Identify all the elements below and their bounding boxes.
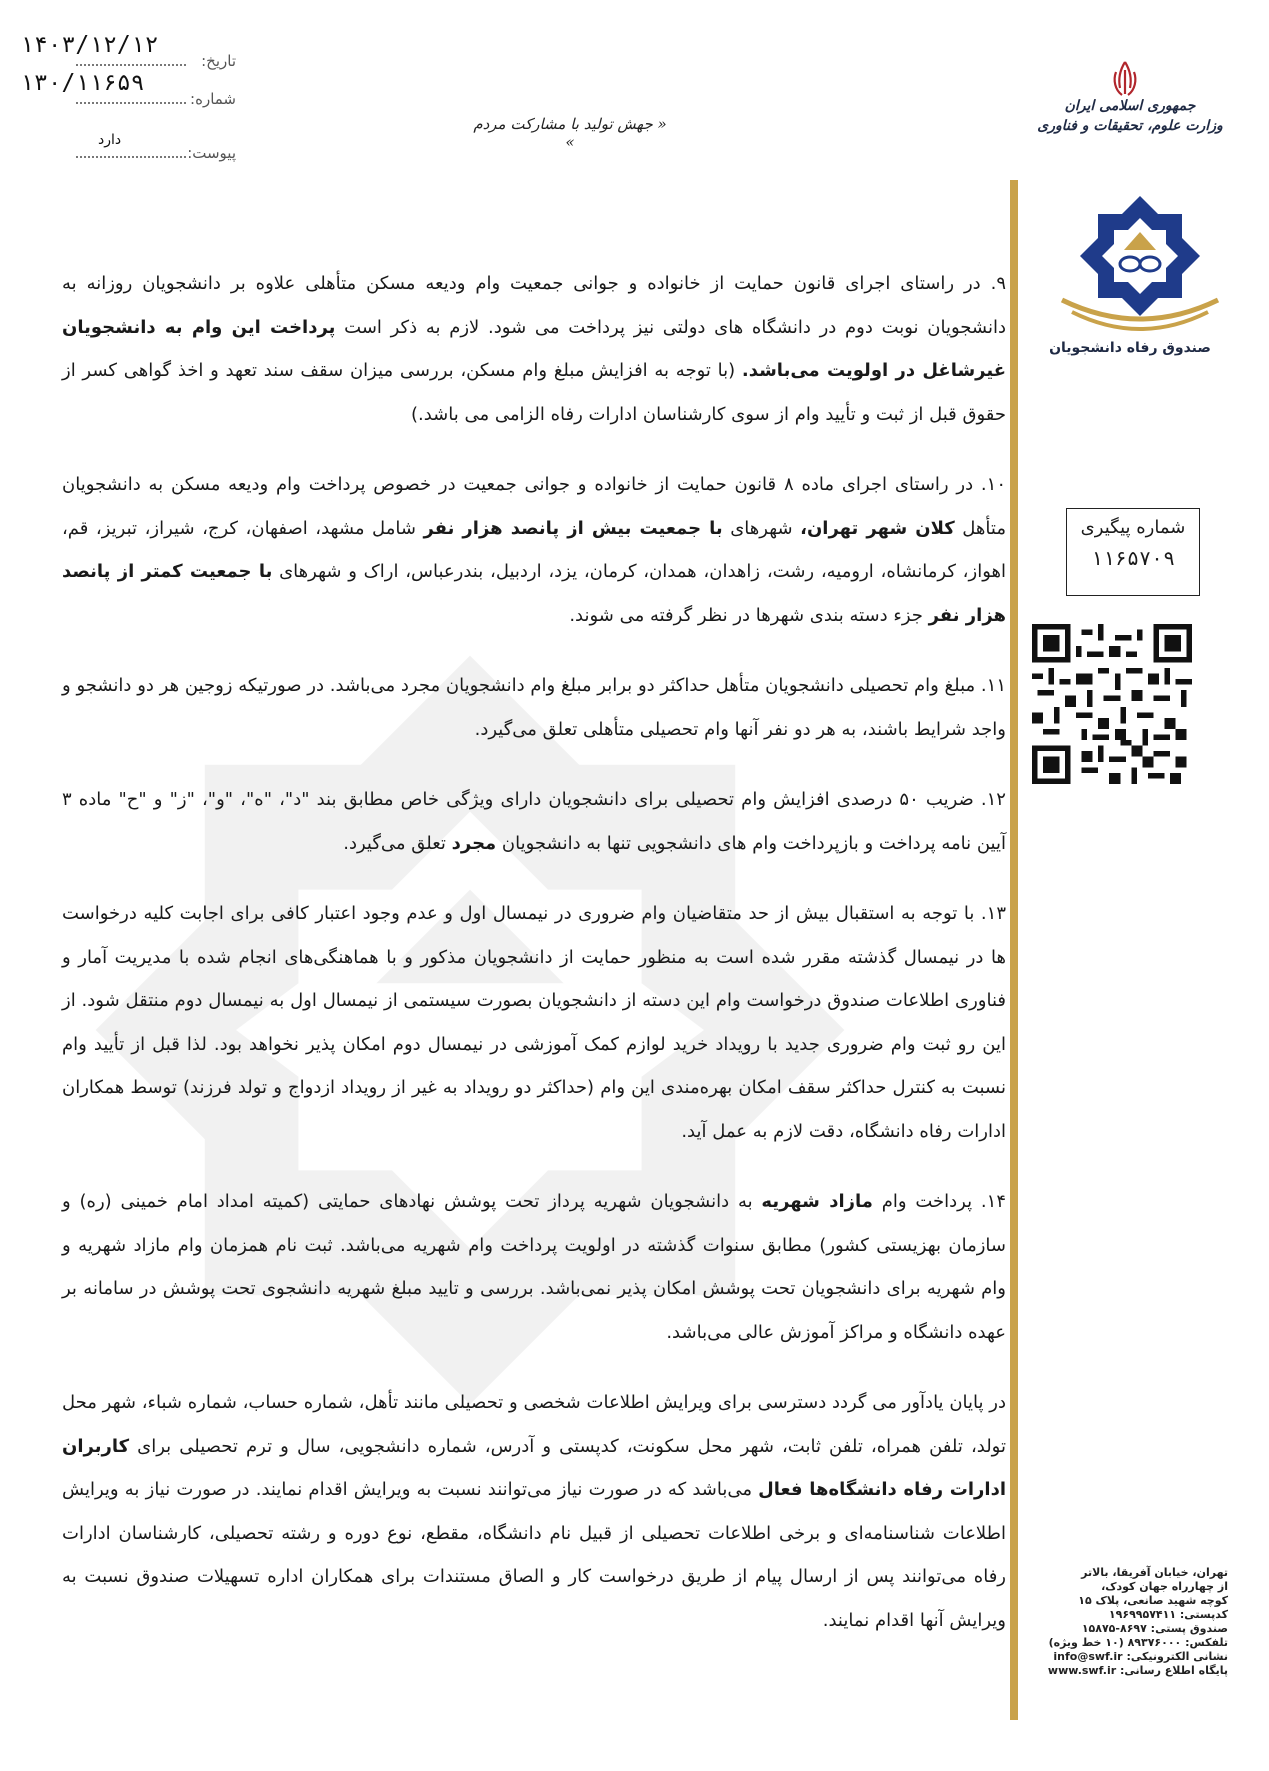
date-label: تاریخ: — [201, 52, 236, 70]
organization-name: صندوق رفاه دانشجویان — [1049, 340, 1211, 356]
letter-body — [62, 262, 1006, 1669]
closing-paragraph: در پایان یادآور می گردد دسترسی برای ویرایش اطلاعات شخصی و تحصیلی مانند تأهل، شماره حساب، شماره شباء، شهر محل تولد، تلفن همراه، تلفن ثابت، شهر محل سکونت، کدپستی و آدرس، شماره دانشجویی، سال و ترم تحصیلی برای کاربران ادارات رفاه دانشگاه‌ها فعال می‌باشد که در صورت نیاز می‌توانند نسبت به ویرایش اقدام نمایند. در صورت نیاز به ویرایش اطلاعات شناسنامه‌ای و برخی اطلاعات تحصیلی از قبیل نام دانشگاه، مقطع، نوع دوره و رشته تحصیلی، کارشناسان ادارات رفاه می‌توانند پس از ارسال پیام از طریق درخواست کار و الصاق مستندات برای همکاران اداره تسهیلات صندوق نسبت به ویرایش آنها اقدام نمایند. — [62, 1392, 1006, 1631]
address-line: از چهارراه جهان کودک، — [1101, 1580, 1228, 1593]
tracking-label: شماره پیگیری — [1080, 517, 1186, 538]
attachment-value: دارد — [98, 132, 122, 148]
ministry-header — [1030, 98, 1230, 134]
attachment-label: پیوست: — [187, 144, 236, 162]
number-label: شماره: — [190, 90, 236, 108]
number-value: ۱۳۰/۱۱۶۵۹ — [20, 70, 145, 96]
qr-code-icon — [1032, 624, 1192, 784]
gold-divider — [1010, 180, 1018, 1720]
item-11: ۱۱. مبلغ وام تحصیلی دانشجویان متأهل حداکثر دو برابر مبلغ وام دانشجویان مجرد می‌باشد. در صورتیکه زوجین هر دو دانشجو و واجد شرایط باشند، به هر دو نفر آنها وام تحصیلی متأهلی تعلق می‌گیرد. — [62, 675, 1006, 740]
postal-code: کدپستی: ۱۹۶۹۹۵۷۴۱۱ — [1108, 1608, 1228, 1621]
attachment-row — [18, 132, 248, 164]
tracking-box — [1066, 508, 1200, 596]
slogan: « جهش تولید با مشارکت مردم » — [473, 115, 667, 151]
address-block — [1028, 1566, 1228, 1678]
item-10: ۱۰. در راستای اجرای ماده ۸ قانون حمایت از خانواده و جوانی جمعیت در خصوص پرداخت وام ودیعه مسکن به دانشجویان متأهل کلان شهر تهران، شهرهای با جمعیت بیش از پانصد هزار نفر شامل مشهد، اصفهان، کرج، شیراز، تبریز، قم، اهواز، کرمانشاه، ارومیه، رشت، زاهدان، همدان، کرمان، یزد، اردبیل، بندرعباس، اراک و شهرهای با جمعیت کمتر از پانصد هزار نفر جزء دسته بندی شهرها در نظر گرفته می شوند. — [62, 474, 1007, 626]
website: پایگاه اطلاع رسانی: www.swf.ir — [1047, 1664, 1228, 1677]
iran-emblem-icon — [1110, 60, 1140, 98]
item-9: ۹. در راستای اجرای قانون حمایت از خانواده و جوانی جمعیت وام ودیعه مسکن متأهلی علاوه بر دانشجویان روزانه به دانشجویان نوبت دوم در دانشگاه های دولتی نیز پرداخت می شود. لازم به ذکر است پرداخت این وام به دانشجویان غیرشاغل در اولویت می‌باشد. (با توجه به افزایش مبلغ وام مسکن، بررسی میزان سقف سند تعهد و اخذ گواهی کسر از حقوق قبل از ثبت و تأیید وام از سوی کارشناسان ادارات رفاه الزامی می باشد.) — [62, 273, 1006, 425]
date-row — [18, 32, 248, 72]
email: نشانی الکترونیکی: info@swf.ir — [1053, 1650, 1228, 1663]
item-14: ۱۴. پرداخت وام مازاد شهریه به دانشجویان شهریه پرداز تحت پوشش نهادهای حمایتی (کمیته امداد امام خمینی (ره) و سازمان بهزیستی کشور) مطابق سنوات گذشته در اولویت پرداخت وام شهریه می‌باشد. ثبت نام همزمان وام مازاد شهریه و وام شهریه برای دانشجویان تحت پوشش امکان پذیر نمی‌باشد. بررسی و تایید مبلغ شهریه دانشجوی تحت پوشش در سامانه بر عهده دانشگاه و مراکز آموزش عالی می‌باشد. — [62, 1191, 1006, 1343]
item-13: ۱۳. با توجه به استقبال بیش از حد متقاضیان وام ضروری در نیمسال اول و عدم وجود اعتبار کافی برای اجابت کلیه درخواست ها در نیمسال گذشته مقرر شده است به منظور حمایت از دانشجویان مذکور و با هماهنگی‌های انجام شده با مدیریت آمار و فناوری اطلاعات صندوق درخواست وام این دسته از دانشجویان بصورت سیستمی از نیمسال اول به نیمسال دوم منتقل شود. از این رو ثبت وام ضروری جدید با رویداد خرید لوازم کمک آموزشی در نیمسال دوم امکان پذیر نخواهد بود. لذا قبل از تأیید وام نسبت به کنترل حداکثر سقف امکان بهره‌مندی این وام (حداکثر دو رویداد به غیر از رویداد ازدواج و تولد فرزند) توسط همکاران ادارات رفاه دانشگاه، دقت لازم به عمل آید. — [62, 903, 1006, 1142]
number-row — [18, 70, 248, 110]
address-line: کوچه شهید صانعی، پلاک ۱۵ — [1078, 1594, 1228, 1607]
address-line: تهران، خیابان آفریقا، بالاتر — [1081, 1566, 1228, 1579]
country-name: جمهوری اسلامی ایران — [1064, 98, 1196, 114]
po-box: صندوق پستی: ۸۶۹۷-۱۵۸۷۵ — [1081, 1622, 1228, 1635]
ministry-name: وزارت علوم، تحقیقات و فناوری — [1037, 118, 1223, 134]
date-value: ۱۴۰۳/۱۲/۱۲ — [20, 32, 159, 58]
tracking-number: ۱۱۶۵۷۰۹ — [1090, 546, 1176, 570]
telefax: تلفکس: ۸۹۳۷۶۰۰۰ (۱۰ خط ویژه) — [1048, 1636, 1228, 1649]
item-12: ۱۲. ضریب ۵۰ درصدی افزایش وام تحصیلی برای دانشجویان دارای ویژگی خاص مطابق بند "د"، "ه"، "و"، "ز" و "ح" ماده ۳ آیین نامه پرداخت و بازپرداخت وام های دانشجویی تنها به دانشجویان مجرد تعلق می‌گیرد. — [62, 789, 1006, 854]
